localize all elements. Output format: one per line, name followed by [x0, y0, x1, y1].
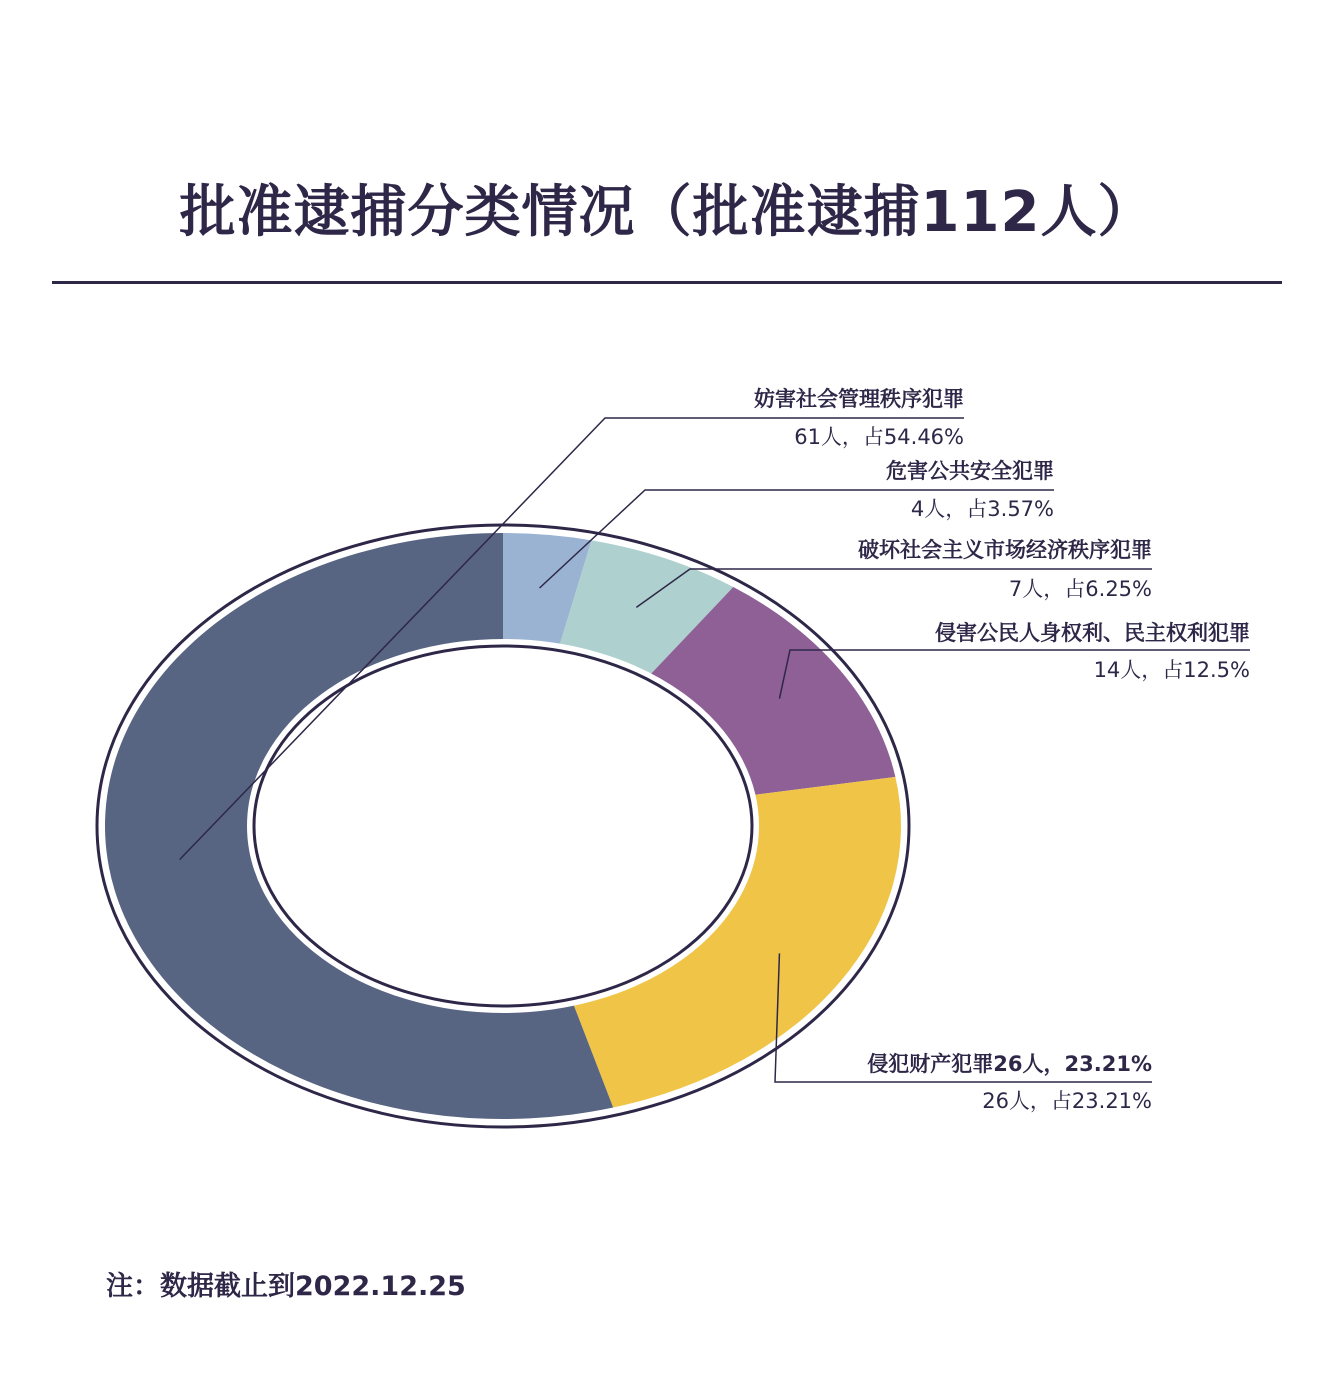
slice-value-2: 14人，占12.5%	[1093, 658, 1250, 682]
slice-label-0: 危害公共安全犯罪	[886, 459, 1054, 483]
slice-value-0: 4人，占3.57%	[910, 497, 1054, 521]
slice-label-1: 破坏社会主义市场经济秩序犯罪	[858, 538, 1152, 562]
slice-value-4: 61人，占54.46%	[794, 425, 964, 449]
slice-label-3: 侵犯财产犯罪26人，23.21%	[867, 1052, 1152, 1076]
slice-label-2: 侵害公民人身权利、民主权利犯罪	[935, 621, 1250, 645]
page-title: 批准逮捕分类情况（批准逮捕112人）	[179, 180, 1155, 245]
slice-label-4: 妨害社会管理秩序犯罪	[754, 387, 964, 411]
inner-hole	[248, 640, 758, 1012]
data-note: 注：数据截止到2022.12.25	[106, 1271, 466, 1302]
slice-value-3: 26人，占23.21%	[982, 1089, 1152, 1113]
slice-value-1: 7人，占6.25%	[1008, 577, 1152, 601]
